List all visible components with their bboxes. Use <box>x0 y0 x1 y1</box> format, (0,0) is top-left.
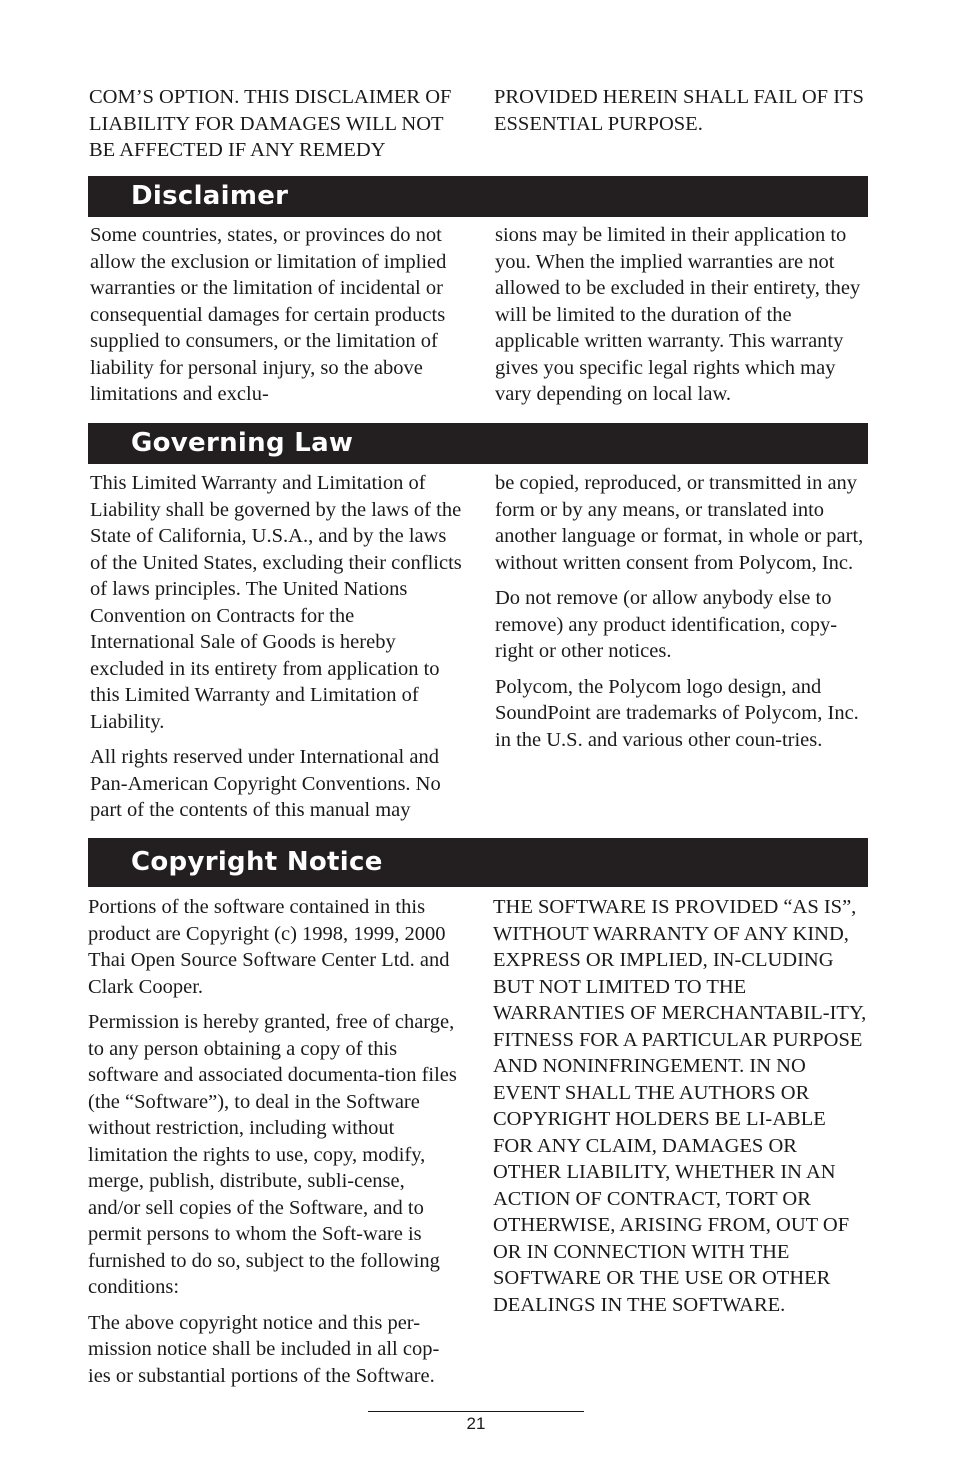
governing-law-right-paragraph-3: Polycom, the Polycom logo design, and SoundPoint are trademarks of Polycom, Inc. in the U.S. and various other coun-tries. <box>495 675 859 751</box>
governing-law-right-column <box>495 470 867 753</box>
copyright-notice-right-paragraph: THE SOFTWARE IS PROVIDED “AS IS”, WITHOUT WARRANTY OF ANY KIND, EXPRESS OR IMPLIED, IN-CLUDING BUT NOT LIMITED TO THE WARRANTIES OF MERCHANTABIL-ITY, FITNESS FOR A PARTICULAR PURPOSE AND NONINFRINGEMENT. IN NO EVENT SHALL THE AUTHORS OR COPYRIGHT HOLDERS BE LI-ABLE FOR ANY CLAIM, DAMAGES OR OTHER LIABILITY, WHETHER IN AN ACTION OF CONTRACT, TORT OR OTHERWISE, ARISING FROM, OUT OF OR IN CONNECTION WITH THE SOFTWARE OR THE USE OR OTHER DEALINGS IN THE SOFTWARE. <box>493 896 867 1316</box>
intro-left-paragraph: COM’S OPTION. THIS DISCLAIMER OF LIABILITY FOR DAMAGES WILL NOT BE AFFECTED IF ANY REMEDY <box>89 86 452 161</box>
copyright-notice-heading-bar <box>88 838 868 887</box>
governing-law-heading-bar <box>88 423 868 464</box>
copyright-notice-left-column <box>88 894 460 1389</box>
governing-law-left-column <box>90 470 463 824</box>
intro-left-column <box>89 84 461 164</box>
copyright-notice-heading: Copyright Notice <box>131 847 383 877</box>
governing-law-left-paragraph-1: This Limited Warranty and Limitation of Liability shall be governed by the laws of the State of California, U.S.A., and by the laws of the United States, excluding their conflicts of laws principles. The United Nations Convention on Contracts for the International Sale of Goods is hereby excluded in its entirety from application to this Limited Warranty and Limitation of Liability. <box>90 472 462 733</box>
disclaimer-left-column <box>90 222 462 408</box>
disclaimer-heading: Disclaimer <box>131 181 289 211</box>
page-number: 21 <box>466 1414 486 1433</box>
footer-rule <box>368 1411 584 1412</box>
intro-right-paragraph: PROVIDED HEREIN SHALL FAIL OF ITS ESSENTIAL PURPOSE. <box>494 86 864 135</box>
governing-law-right-paragraph-1: be copied, reproduced, or transmitted in any form or by any means, or translated into another language or format, in whole or part, without written consent from Polycom, Inc. <box>495 472 864 574</box>
disclaimer-right-paragraph: sions may be limited in their application to you. When the implied warranties are not allowed to be excluded in their entirety, they will be limited to the duration of the applicable written warranty. This warranty gives you specific legal rights which may vary depending on local law. <box>495 224 861 405</box>
copyright-notice-left-paragraph-2: Permission is hereby granted, free of charge, to any person obtaining a copy of this software and associated documenta-tion files (the “Software”), to deal in the Software without restriction, including without limitation the rights to use, copy, modify, merge, publish, distribute, subli-cense, and/or sell copies of the Software, and to permit persons to whom the Soft-ware is furnished to do so, subject to the following conditions: <box>88 1011 457 1298</box>
disclaimer-right-column <box>495 222 869 408</box>
disclaimer-heading-bar <box>88 176 868 217</box>
copyright-notice-right-column <box>493 894 867 1318</box>
governing-law-left-paragraph-2: All rights reserved under International and Pan-American Copyright Conventions. No part of the contents of this manual may <box>90 746 441 821</box>
governing-law-right-paragraph-2: Do not remove (or allow anybody else to remove) any product identification, copy-right or other notices. <box>495 587 838 662</box>
copyright-notice-left-paragraph-1: Portions of the software contained in this product are Copyright (c) 1998, 1999, 2000 Thai Open Source Software Center Ltd. and Clark Cooper. <box>88 896 450 998</box>
governing-law-heading: Governing Law <box>131 428 354 458</box>
intro-right-column <box>494 84 868 137</box>
disclaimer-left-paragraph: Some countries, states, or provinces do not allow the exclusion or limitation of implied warranties or the limitation of incidental or consequential damages for certain products supplied to consumers, or the limitation of liability for personal injury, so the above limitations and exclu- <box>90 224 447 405</box>
copyright-notice-left-paragraph-3: The above copyright notice and this per-mission notice shall be included in all cop-ies or substantial portions of the Software. <box>88 1311 440 1387</box>
